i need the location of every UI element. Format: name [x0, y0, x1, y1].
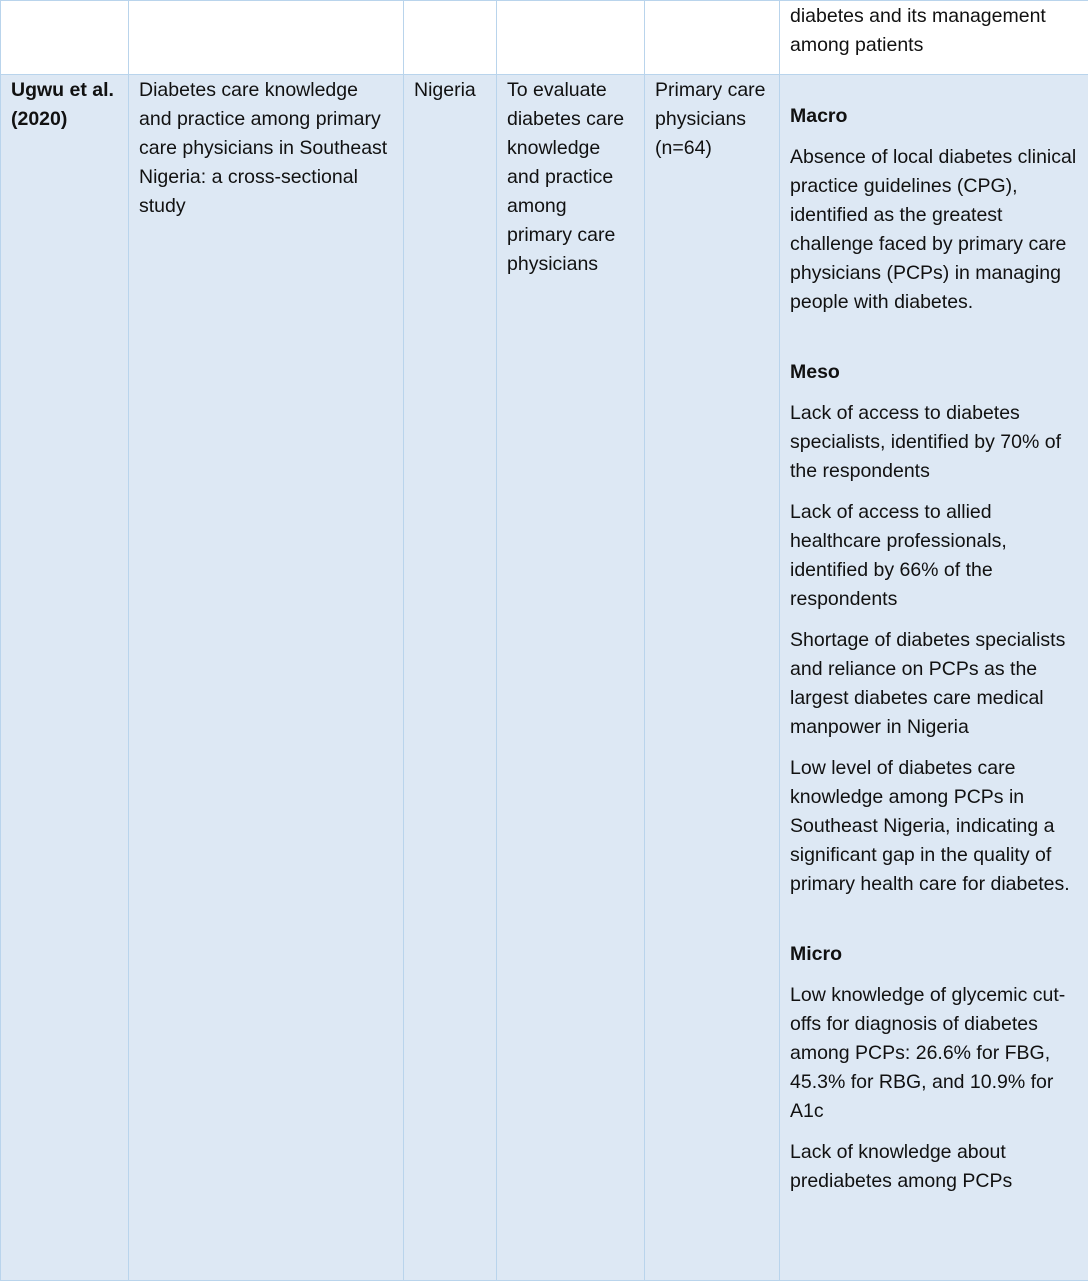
study-aim: To evaluate diabetes care knowledge and practice among primary care physicians: [507, 76, 634, 279]
finding-item: Lack of knowledge about prediabetes among PCPs: [790, 1138, 1078, 1196]
macro-section: [790, 102, 1078, 317]
study-population: Primary care physicians (n=64): [655, 76, 769, 163]
meso-section: [790, 358, 1078, 899]
study-country: Nigeria: [414, 76, 486, 105]
finding-item: Lack of access to allied healthcare professionals, identified by 66% of the respondents: [790, 498, 1078, 614]
table-cell: [404, 1, 497, 75]
level-heading-macro: Macro: [790, 102, 1078, 131]
finding-item: Lack of access to diabetes specialists, identified by 70% of the respondents: [790, 399, 1078, 486]
study-author: Ugwu et al. (2020): [11, 76, 118, 134]
level-heading-micro: Micro: [790, 940, 1078, 969]
table-row: [1, 1, 1088, 75]
section-spacer: [790, 317, 1078, 358]
study-title: Diabetes care knowledge and practice among primary care physicians in Southeast Nigeria: a cross-sectional study: [139, 76, 393, 221]
author-cell: [1, 75, 129, 1281]
section-spacer: [790, 899, 1078, 940]
micro-section: [790, 940, 1078, 1196]
table-row: [1, 75, 1088, 1281]
level-heading-meso: Meso: [790, 358, 1078, 387]
title-cell: [129, 75, 404, 1281]
finding-item: Shortage of diabetes specialists and reliance on PCPs as the largest diabetes care medical manpower in Nigeria: [790, 626, 1078, 742]
finding-item: Low level of diabetes care knowledge among PCPs in Southeast Nigeria, indicating a significant gap in the quality of primary health care for diabetes.: [790, 754, 1078, 899]
finding-item: Low knowledge of glycemic cut-offs for diagnosis of diabetes among PCPs: 26.6% for FBG, 45.3% for RBG, and 10.9% for A1c: [790, 981, 1078, 1126]
table-cell: [645, 1, 780, 75]
findings-cell: [780, 75, 1088, 1281]
finding-item: Absence of local diabetes clinical practice guidelines (CPG), identified as the greatest challenge faced by primary care physicians (PCPs) in managing people with diabetes.: [790, 143, 1078, 317]
table-cell: [497, 1, 645, 75]
findings-text: diabetes and its management among patients: [790, 2, 1078, 60]
findings-cell: [780, 1, 1088, 75]
table-cell: [129, 1, 404, 75]
aim-cell: [497, 75, 645, 1281]
country-cell: [404, 75, 497, 1281]
population-cell: [645, 75, 780, 1281]
table-cell: [1, 1, 129, 75]
